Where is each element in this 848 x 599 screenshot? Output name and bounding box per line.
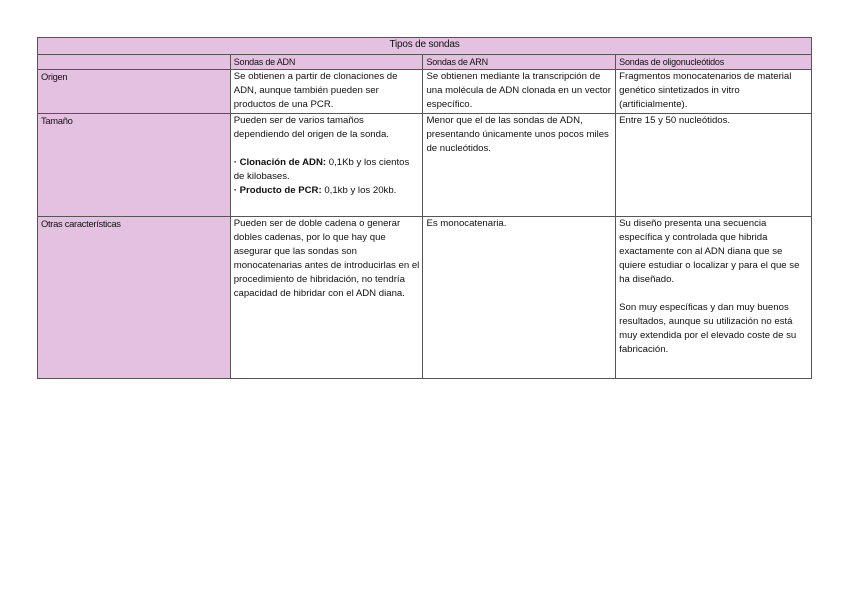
row-label-tamano: Tamaño	[38, 114, 231, 217]
row-tamano	[38, 114, 812, 217]
pcr-label: · Producto de PCR:	[233, 185, 322, 196]
cell-tamano-arn: Menor que el de las sondas de ADN, presentando únicamente unos pocos miles de nucleótidos.	[423, 114, 616, 217]
otras-oligo-p1: Su diseño presenta una secuencia específica y controlada que hibrida exactamente con al ADN diana que se quiere estudiar o localizar y para el que se ha diseñado.	[619, 218, 800, 285]
row-label-otras: Otras características	[38, 217, 231, 379]
header-sondas-oligo: Sondas de oligonucleótidos	[616, 55, 812, 70]
cell-otras-oligo	[616, 217, 812, 379]
title-row	[38, 38, 812, 55]
sondas-table	[37, 37, 812, 379]
tamano-adn-clonacion	[234, 156, 420, 184]
otras-oligo-p2: Son muy específicas y dan muy buenos resultados, aunque su utilización no está muy extendida por el elevado coste de su fabricación.	[619, 302, 797, 355]
cell-tamano-adn	[230, 114, 423, 217]
tamano-adn-pcr	[234, 184, 420, 198]
clonacion-label: · Clonación de ADN:	[233, 157, 327, 168]
pcr-text: 0,1kb y los 20kb.	[321, 185, 397, 196]
clonacion-text: 0,1Kb y los cientos de kilobases.	[233, 157, 410, 182]
header-sondas-arn: Sondas de ARN	[423, 55, 616, 70]
cell-otras-adn: Pueden ser de doble cadena o generar dobles cadenas, por lo que hay que asegurar que las sondas son monocatenarias antes de introducirlas en el procedimiento de hibridación, no tendría capacidad de hibridar con el ADN diana.	[230, 217, 423, 379]
spacer	[234, 142, 420, 156]
tamano-adn-intro: Pueden ser de varios tamaños dependiendo del origen de la sonda.	[233, 115, 389, 140]
header-row	[38, 55, 812, 70]
spacer	[619, 287, 808, 301]
cell-origen-arn: Se obtienen mediante la transcripción de una molécula de ADN clonada en un vector específico.	[423, 70, 616, 114]
row-otras	[38, 217, 812, 379]
cell-tamano-oligo: Entre 15 y 50 nucleótidos.	[616, 114, 812, 217]
cell-origen-oligo: Fragmentos monocatenarios de material genético sintetizados in vitro (artificialmente).	[616, 70, 812, 114]
cell-otras-arn: Es monocatenaria.	[423, 217, 616, 379]
row-label-origen: Origen	[38, 70, 231, 114]
header-sondas-adn: Sondas de ADN	[230, 55, 423, 70]
header-empty	[38, 55, 231, 70]
row-origen	[38, 70, 812, 114]
cell-origen-adn: Se obtienen a partir de clonaciones de ADN, aunque también pueden ser productos de una PCR.	[230, 70, 423, 114]
table-title: Tipos de sondas	[38, 38, 812, 55]
